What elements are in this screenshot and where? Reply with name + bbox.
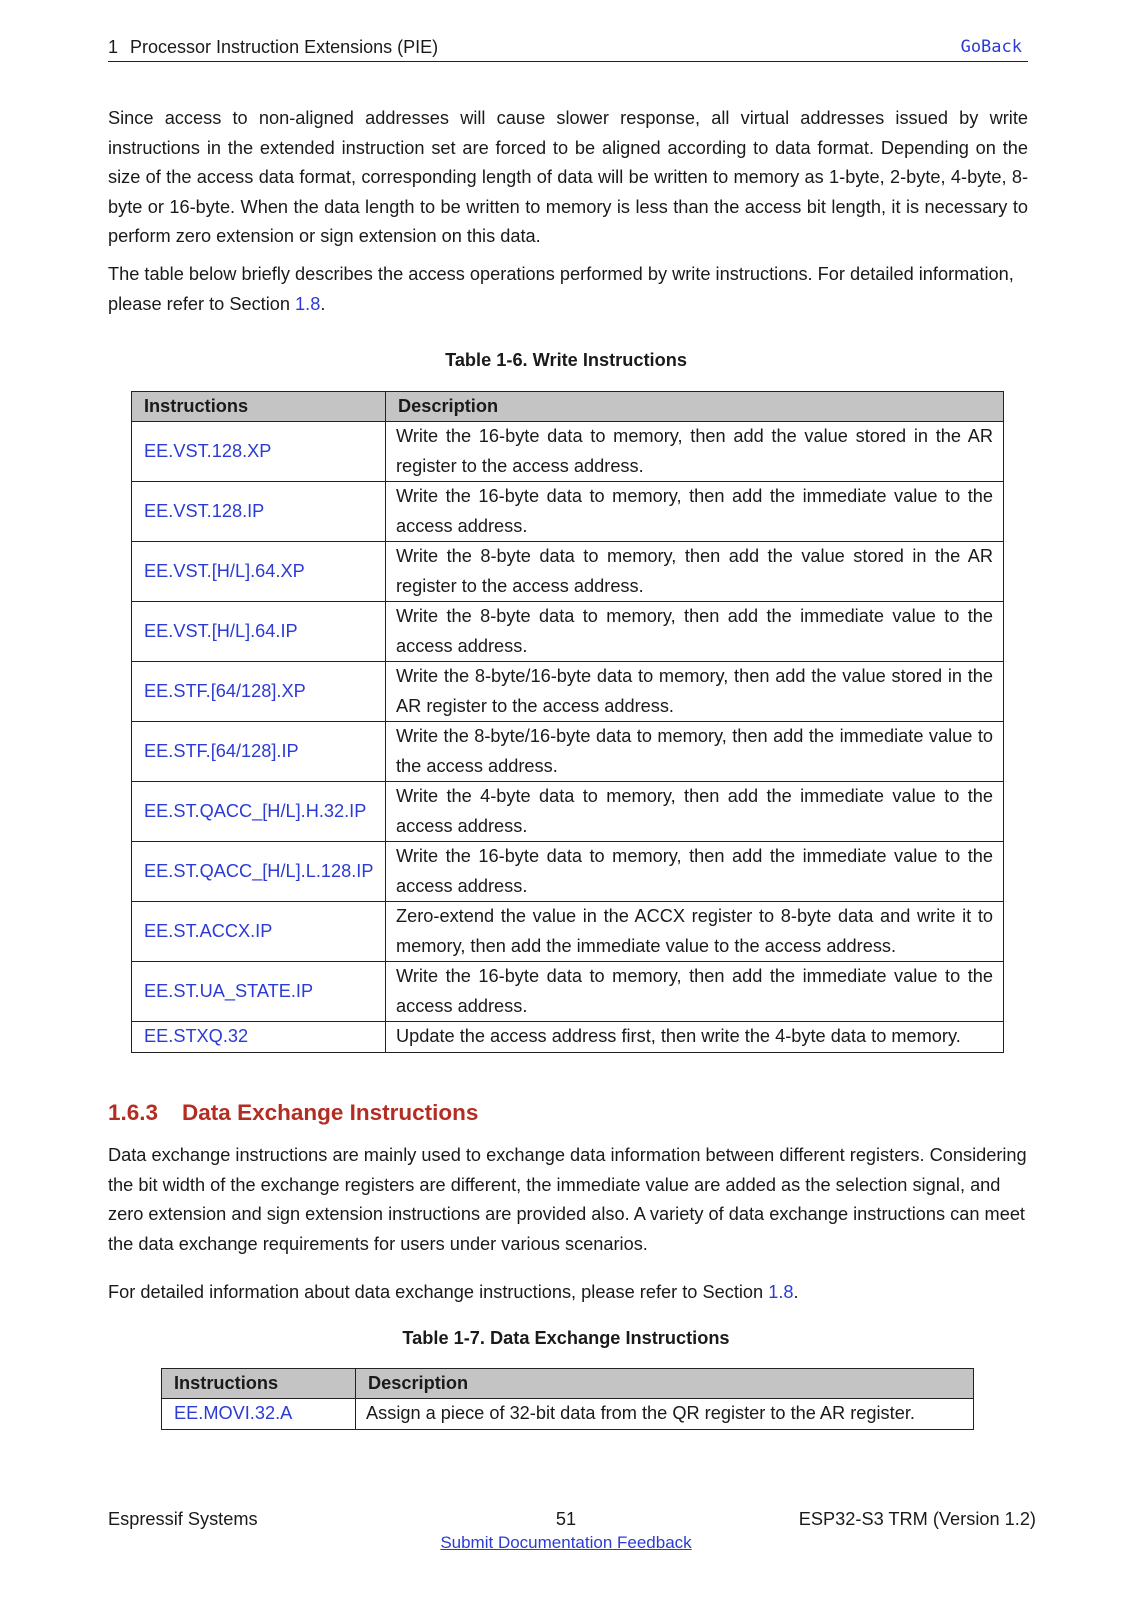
intro-paragraph-2-end: . [320,293,326,314]
column-header-description: Description [386,392,1004,422]
instruction-link[interactable]: EE.VST.128.XP [132,422,386,482]
write-instructions-table [131,391,1004,1053]
table-row [132,602,1004,662]
instruction-description: Write the 4-byte data to memory, then add the immediate value to the access address. [386,782,1004,842]
table-row [132,662,1004,722]
table-row [132,542,1004,602]
instruction-description: Assign a piece of 32-bit data from the QR register to the AR register. [356,1399,974,1430]
section-paragraph-1: Data exchange instructions are mainly used to exchange data information between different registers. Considering the bit width of the exchange registers are different, the immediate value are added as the selection signal, and zero extension and sign extension instructions are provided also. A variety of data exchange instructions can meet the data exchange requirements for users under various scenarios. [108,1145,1027,1254]
chapter-title: Processor Instruction Extensions (PIE) [130,37,439,57]
column-header-description: Description [356,1369,974,1399]
instruction-description: Write the 8-byte/16-byte data to memory, then add the immediate value to the access address. [386,722,1004,782]
table-row [132,482,1004,542]
table-row [132,1022,1004,1053]
table-row [132,782,1004,842]
section-heading [108,1097,478,1129]
section-number: 1.6.3 [108,1100,159,1125]
section-title: Data Exchange Instructions [182,1100,479,1125]
table-header-row [132,392,1004,422]
instruction-link[interactable]: EE.VST.[H/L].64.XP [132,542,386,602]
section-paragraph-2 [108,1278,1028,1308]
section-1-8-link[interactable]: 1.8 [295,293,321,314]
table-row [132,722,1004,782]
instruction-link[interactable]: EE.ST.QACC_[H/L].L.128.IP [132,842,386,902]
table-exchange-caption: Table 1-7. Data Exchange Instructions [402,1328,730,1348]
chapter-number: 1 [108,37,119,57]
intro-paragraph-1: Since access to non-aligned addresses will cause slower response, all virtual addresses issued by write instructions in the extended instruction set are forced to be aligned according to data format. Depending on the size of the access data format, corresponding length of data will be written to memory as 1-byte, 2-byte, 4-byte, 8-byte or 16-byte. When the data length to be written to memory is less than the access bit length, it is necessary to perform zero extension or sign extension on this data. [108,108,1028,247]
instruction-link[interactable]: EE.STXQ.32 [132,1022,386,1053]
instruction-description: Write the 16-byte data to memory, then add the immediate value to the access address. [386,842,1004,902]
instruction-description: Write the 8-byte data to memory, then add the value stored in the AR register to the access address. [386,542,1004,602]
submit-feedback-link[interactable]: Submit Documentation Feedback [440,1533,692,1552]
section-paragraph-2-end: . [793,1282,799,1302]
intro-paragraph-2-text: The table below briefly describes the access operations performed by write instructions. For detailed information, please refer to Section [108,264,1014,314]
table-row [132,842,1004,902]
instruction-description: Zero-extend the value in the ACCX register to 8-byte data and write it to memory, then add the immediate value to the access address. [386,902,1004,962]
table-row [132,422,1004,482]
intro-paragraph-2 [108,260,1028,319]
footer-company: Espressif Systems [108,1509,258,1529]
column-header-instructions: Instructions [132,392,386,422]
goback-link[interactable]: GoBack [960,37,1022,57]
instruction-link[interactable]: EE.STF.[64/128].IP [132,722,386,782]
section-paragraph-2-text: For detailed information about data exchange instructions, please refer to Section [108,1282,769,1302]
table-row [132,902,1004,962]
instruction-description: Write the 16-byte data to memory, then add the immediate value to the access address. [386,482,1004,542]
footer-page-number: 51 [555,1509,577,1529]
footer-feedback [0,1531,1132,1555]
instruction-link[interactable]: EE.ST.ACCX.IP [132,902,386,962]
chapter-heading [108,34,438,60]
running-header [108,34,1028,62]
column-header-instructions: Instructions [162,1369,356,1399]
table-header-row [162,1369,974,1399]
instruction-link[interactable]: EE.ST.QACC_[H/L].H.32.IP [132,782,386,842]
instruction-link[interactable]: EE.STF.[64/128].XP [132,662,386,722]
instruction-description: Write the 8-byte data to memory, then add the immediate value to the access address. [386,602,1004,662]
instruction-description: Update the access address first, then write the 4-byte data to memory. [386,1022,1004,1053]
instruction-link[interactable]: EE.VST.128.IP [132,482,386,542]
instruction-link[interactable]: EE.ST.UA_STATE.IP [132,962,386,1022]
table-row [162,1399,974,1430]
instruction-description: Write the 8-byte/16-byte data to memory, then add the value stored in the AR register to the access address. [386,662,1004,722]
table-row [132,962,1004,1022]
footer-document-title: ESP32-S3 TRM (Version 1.2) [798,1509,1036,1529]
instruction-description: Write the 16-byte data to memory, then add the immediate value to the access address. [386,962,1004,1022]
section-1-8-link[interactable]: 1.8 [768,1282,794,1302]
table-write-caption: Table 1-6. Write Instructions [445,350,687,370]
data-exchange-instructions-table [161,1368,974,1430]
instruction-link[interactable]: EE.VST.[H/L].64.IP [132,602,386,662]
instruction-description: Write the 16-byte data to memory, then add the value stored in the AR register to the access address. [386,422,1004,482]
instruction-link[interactable]: EE.MOVI.32.A [162,1399,356,1430]
